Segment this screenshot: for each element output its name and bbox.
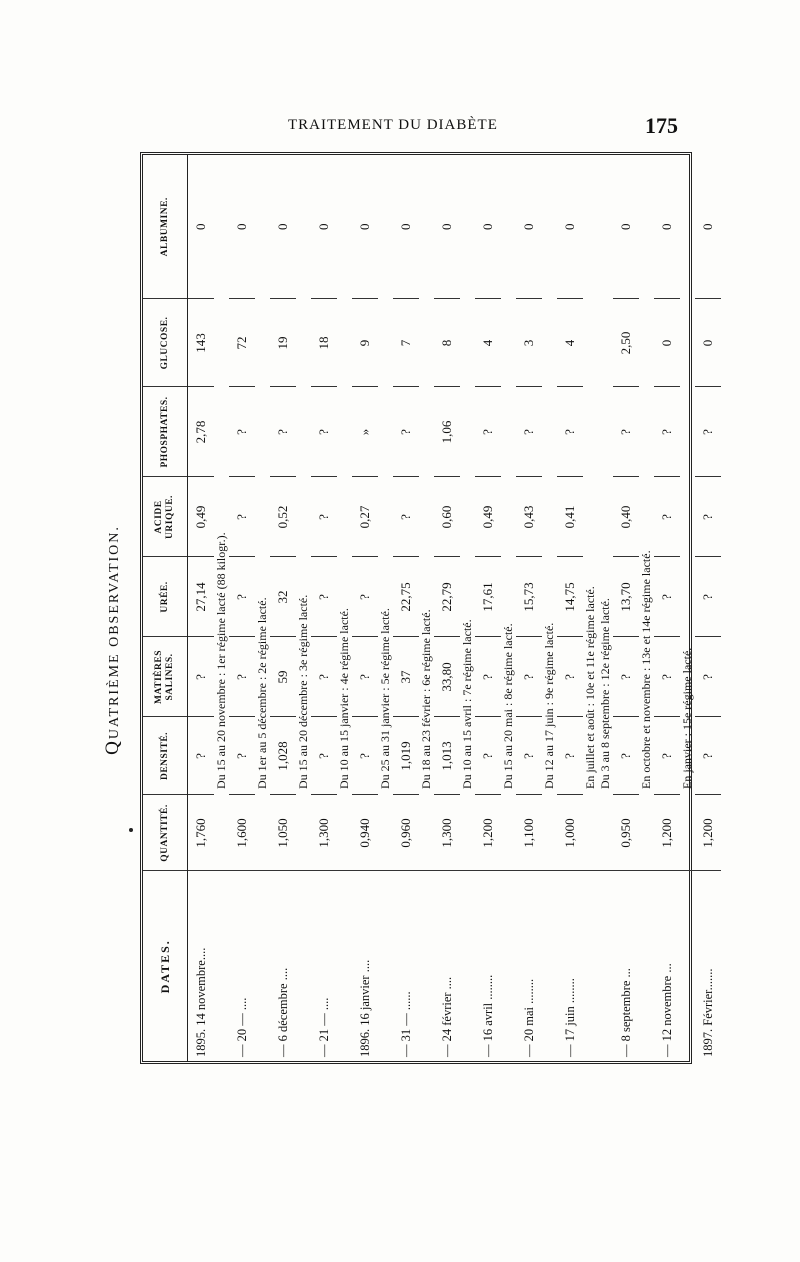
cell-densite: ?	[311, 717, 337, 795]
cell-date: — 24 février ....	[439, 976, 454, 1057]
note-qty-spacer	[598, 795, 613, 871]
table-row	[516, 155, 542, 1061]
cell-glucose: 4	[557, 299, 583, 387]
note-date-spacer	[419, 871, 434, 1061]
note-date-spacer	[542, 871, 557, 1061]
cell-acide-urique: 0,41	[557, 477, 583, 557]
cell-uree: ?	[654, 557, 680, 637]
cell-quantite: 1,000	[557, 795, 583, 871]
regime-note: Du 15 au 20 mai : 8e régime lacté.	[501, 623, 515, 789]
cell-date: — 31 — ......	[398, 991, 413, 1057]
cell-acide-urique: 0,52	[270, 477, 296, 557]
cell-quantite: 1,200	[475, 795, 501, 871]
cell-albumine: 0	[695, 155, 721, 299]
cell-uree: 22,75	[393, 557, 419, 637]
note-date-spacer	[214, 871, 229, 1061]
cell-quantite: 1,300	[434, 795, 460, 871]
cell-date: — 20 — ....	[234, 997, 249, 1057]
table-row	[475, 155, 501, 1061]
cell-date: — 16 avril ........	[480, 974, 495, 1057]
cell-date: — 21 — ....	[316, 997, 331, 1057]
cell-densite: 1,028	[270, 717, 296, 795]
table-row	[695, 155, 721, 1061]
cell-matieres-salines: ?	[695, 637, 721, 717]
regime-note-row	[419, 155, 434, 1061]
cell-glucose: 0	[695, 299, 721, 387]
cell-phosphates: ?	[613, 387, 639, 477]
cell-densite: ?	[188, 717, 215, 795]
note-date-spacer	[639, 871, 654, 1061]
cell-densite: 1,013	[434, 717, 460, 795]
cell-matieres-salines: 37	[393, 637, 419, 717]
section-title	[102, 525, 124, 755]
cell-densite: ?	[557, 717, 583, 795]
cell-glucose: 19	[270, 299, 296, 387]
regime-note: Du 1er au 5 décembre : 2e régime lacté.	[255, 597, 269, 789]
cell-uree: 32	[270, 557, 296, 637]
header-phosphates: PHOSPHATES.	[143, 387, 188, 477]
regime-note: Du 18 au 23 février : 6e régime lacté.	[419, 609, 433, 789]
cell-albumine: 0	[311, 155, 337, 299]
regime-note: Du 10 au 15 avril : 7e régime lacté.	[460, 619, 474, 789]
cell-densite: ?	[613, 717, 639, 795]
note-date-spacer	[460, 871, 475, 1061]
cell-glucose: 8	[434, 299, 460, 387]
cell-matieres-salines: ?	[311, 637, 337, 717]
cell-matieres-salines: ?	[475, 637, 501, 717]
cell-glucose: 2,50	[613, 299, 639, 387]
cell-glucose: 7	[393, 299, 419, 387]
table-row	[311, 155, 337, 1061]
regime-note: Du 15 au 20 novembre : 1er régime lacté (88 kilogr.).	[214, 532, 228, 789]
regime-note-row	[680, 155, 695, 1061]
header-densite: DENSITÉ.	[143, 717, 188, 795]
regime-note: Du 10 au 15 janvier : 4e régime lacté.	[337, 608, 351, 789]
note-date-spacer	[255, 871, 270, 1061]
note-qty-spacer	[214, 795, 229, 871]
cell-matieres-salines: 59	[270, 637, 296, 717]
cell-phosphates: ?	[557, 387, 583, 477]
cell-quantite: 0,960	[393, 795, 419, 871]
note-qty-spacer	[419, 795, 434, 871]
cell-uree: 27,14	[188, 557, 215, 637]
header-quantite: QUANTITÉ.	[143, 795, 188, 871]
cell-acide-urique: 0,27	[352, 477, 378, 557]
regime-note-row	[460, 155, 475, 1061]
table-body	[188, 155, 722, 1061]
regime-note-row	[214, 155, 229, 1061]
cell-matieres-salines: ?	[557, 637, 583, 717]
ink-dot	[129, 828, 133, 832]
header-matieres-salines: MATIÈRES SALINES.	[143, 637, 188, 717]
cell-albumine: 0	[352, 155, 378, 299]
cell-date: — 6 décembre ....	[275, 967, 290, 1057]
cell-phosphates: »	[352, 387, 378, 477]
cell-quantite: 1,100	[516, 795, 542, 871]
running-head	[0, 113, 800, 143]
cell-date: — 8 septembre ...	[618, 968, 633, 1057]
running-title: TRAITEMENT DU DIABÈTE	[288, 117, 498, 133]
cell-date: — 17 juin ........	[562, 978, 577, 1057]
regime-note-row	[542, 155, 557, 1061]
cell-date: — 12 novembre ...	[659, 963, 674, 1057]
cell-phosphates: ?	[311, 387, 337, 477]
cell-date: 1896. 16 janvier ....	[357, 959, 372, 1057]
cell-matieres-salines: 33,80	[434, 637, 460, 717]
cell-date: 1895. 14 novembre....	[193, 947, 208, 1057]
cell-phosphates: ?	[475, 387, 501, 477]
cell-glucose: 72	[229, 299, 255, 387]
cell-phosphates: 1,06	[434, 387, 460, 477]
header-uree: URÉE.	[143, 557, 188, 637]
cell-matieres-salines: ?	[654, 637, 680, 717]
cell-quantite: 1,050	[270, 795, 296, 871]
cell-quantite: 1,760	[188, 795, 215, 871]
cell-albumine: 0	[393, 155, 419, 299]
header-albumine: ALBUMINE.	[143, 155, 188, 299]
table-row	[270, 155, 296, 1061]
cell-uree: 15,73	[516, 557, 542, 637]
cell-phosphates: 2,78	[188, 387, 215, 477]
regime-note-row	[598, 155, 613, 1061]
note-qty-spacer	[460, 795, 475, 871]
cell-acide-urique: ?	[695, 477, 721, 557]
cell-quantite: 0,950	[613, 795, 639, 871]
regime-note-row	[501, 155, 516, 1061]
cell-albumine: 0	[229, 155, 255, 299]
note-qty-spacer	[501, 795, 516, 871]
cell-albumine: 0	[434, 155, 460, 299]
note-qty-spacer	[337, 795, 352, 871]
analysis-table	[143, 155, 721, 1061]
cell-acide-urique: ?	[393, 477, 419, 557]
cell-albumine: 0	[475, 155, 501, 299]
cell-quantite: 1,300	[311, 795, 337, 871]
cell-albumine: 0	[188, 155, 215, 299]
regime-note: Du 3 au 8 septembre : 12e régime lacté.	[598, 598, 612, 789]
cell-acide-urique: 0,49	[475, 477, 501, 557]
cell-acide-urique: 0,49	[188, 477, 215, 557]
cell-albumine: 0	[270, 155, 296, 299]
cell-glucose: 4	[475, 299, 501, 387]
cell-densite: ?	[695, 717, 721, 795]
cell-densite: ?	[475, 717, 501, 795]
cell-acide-urique: ?	[311, 477, 337, 557]
cell-date: — 20 mai ........	[521, 978, 536, 1057]
cell-albumine: 0	[613, 155, 639, 299]
regime-note: Du 12 au 17 juin : 9e régime lacté.	[542, 622, 556, 789]
cell-albumine: 0	[516, 155, 542, 299]
regime-note: En octobre et novembre : 13e et 14e régime lacté.	[639, 550, 653, 789]
note-date-spacer	[598, 871, 613, 1061]
cell-densite: 1,019	[393, 717, 419, 795]
cell-densite: ?	[654, 717, 680, 795]
header-glucose: GLUCOSE.	[143, 299, 188, 387]
table-row	[613, 155, 639, 1061]
note-qty-spacer	[542, 795, 557, 871]
cell-glucose: 9	[352, 299, 378, 387]
cell-uree: ?	[352, 557, 378, 637]
note-qty-spacer	[583, 795, 598, 871]
cell-uree: 22,79	[434, 557, 460, 637]
cell-uree: ?	[229, 557, 255, 637]
rotated-table-container	[140, 152, 715, 1064]
cell-uree: 14,75	[557, 557, 583, 637]
table-row	[557, 155, 583, 1061]
note-date-spacer	[296, 871, 311, 1061]
regime-note: En janvier : 15e régime lacté.	[680, 647, 694, 789]
cell-albumine: 0	[557, 155, 583, 299]
cell-acide-urique: ?	[654, 477, 680, 557]
note-qty-spacer	[296, 795, 311, 871]
cell-matieres-salines: ?	[188, 637, 215, 717]
note-qty-spacer	[639, 795, 654, 871]
table-header-row	[143, 155, 188, 1061]
cell-phosphates: ?	[270, 387, 296, 477]
header-dates: DATES.	[143, 871, 188, 1061]
cell-densite: ?	[352, 717, 378, 795]
cell-quantite: 0,940	[352, 795, 378, 871]
note-date-spacer	[680, 871, 695, 1061]
note-qty-spacer	[255, 795, 270, 871]
regime-note-row	[255, 155, 270, 1061]
cell-matieres-salines: ?	[516, 637, 542, 717]
cell-acide-urique: 0,40	[613, 477, 639, 557]
regime-note-row	[378, 155, 393, 1061]
regime-note: Du 15 au 20 décembre : 3e régime lacté.	[296, 594, 310, 789]
table-frame	[140, 152, 715, 1064]
note-qty-spacer	[378, 795, 393, 871]
cell-densite: ?	[229, 717, 255, 795]
cell-glucose: 0	[654, 299, 680, 387]
cell-phosphates: ?	[654, 387, 680, 477]
cell-phosphates: ?	[393, 387, 419, 477]
cell-densite: ?	[516, 717, 542, 795]
section-title-initial: Q	[102, 739, 123, 755]
cell-glucose: 143	[188, 299, 215, 387]
cell-acide-urique: 0,60	[434, 477, 460, 557]
regime-note-row	[337, 155, 352, 1061]
cell-matieres-salines: ?	[613, 637, 639, 717]
regime-note-row	[583, 155, 598, 1061]
cell-quantite: 1,200	[695, 795, 721, 871]
header-acide-urique: ACIDE URIQUE.	[143, 477, 188, 557]
table-row	[229, 155, 255, 1061]
cell-quantite: 1,200	[654, 795, 680, 871]
cell-phosphates: ?	[695, 387, 721, 477]
note-qty-spacer	[680, 795, 695, 871]
table-row	[654, 155, 680, 1061]
cell-albumine: 0	[654, 155, 680, 299]
cell-acide-urique: ?	[229, 477, 255, 557]
table-row	[434, 155, 460, 1061]
table-row	[352, 155, 378, 1061]
page-number: 175	[645, 113, 678, 138]
note-date-spacer	[378, 871, 393, 1061]
note-date-spacer	[501, 871, 516, 1061]
section-title-rest: UATRIÈME OBSERVATION.	[107, 525, 122, 740]
cell-quantite: 1,600	[229, 795, 255, 871]
regime-note: En juillet et août : 10e et 11e régime lacté.	[583, 586, 597, 789]
cell-acide-urique: 0,43	[516, 477, 542, 557]
table-row	[188, 155, 215, 1061]
cell-uree: 17,61	[475, 557, 501, 637]
cell-uree: 13,70	[613, 557, 639, 637]
cell-uree: ?	[695, 557, 721, 637]
regime-note-row	[296, 155, 311, 1061]
cell-date: 1897. Février.......	[700, 968, 715, 1057]
cell-matieres-salines: ?	[352, 637, 378, 717]
cell-phosphates: ?	[229, 387, 255, 477]
cell-matieres-salines: ?	[229, 637, 255, 717]
cell-phosphates: ?	[516, 387, 542, 477]
table-row	[393, 155, 419, 1061]
note-date-spacer	[337, 871, 352, 1061]
note-date-spacer	[583, 871, 598, 1061]
regime-note-row	[639, 155, 654, 1061]
cell-glucose: 18	[311, 299, 337, 387]
cell-glucose: 3	[516, 299, 542, 387]
cell-uree: ?	[311, 557, 337, 637]
regime-note: Du 25 au 31 janvier : 5e régime lacté.	[378, 608, 392, 789]
